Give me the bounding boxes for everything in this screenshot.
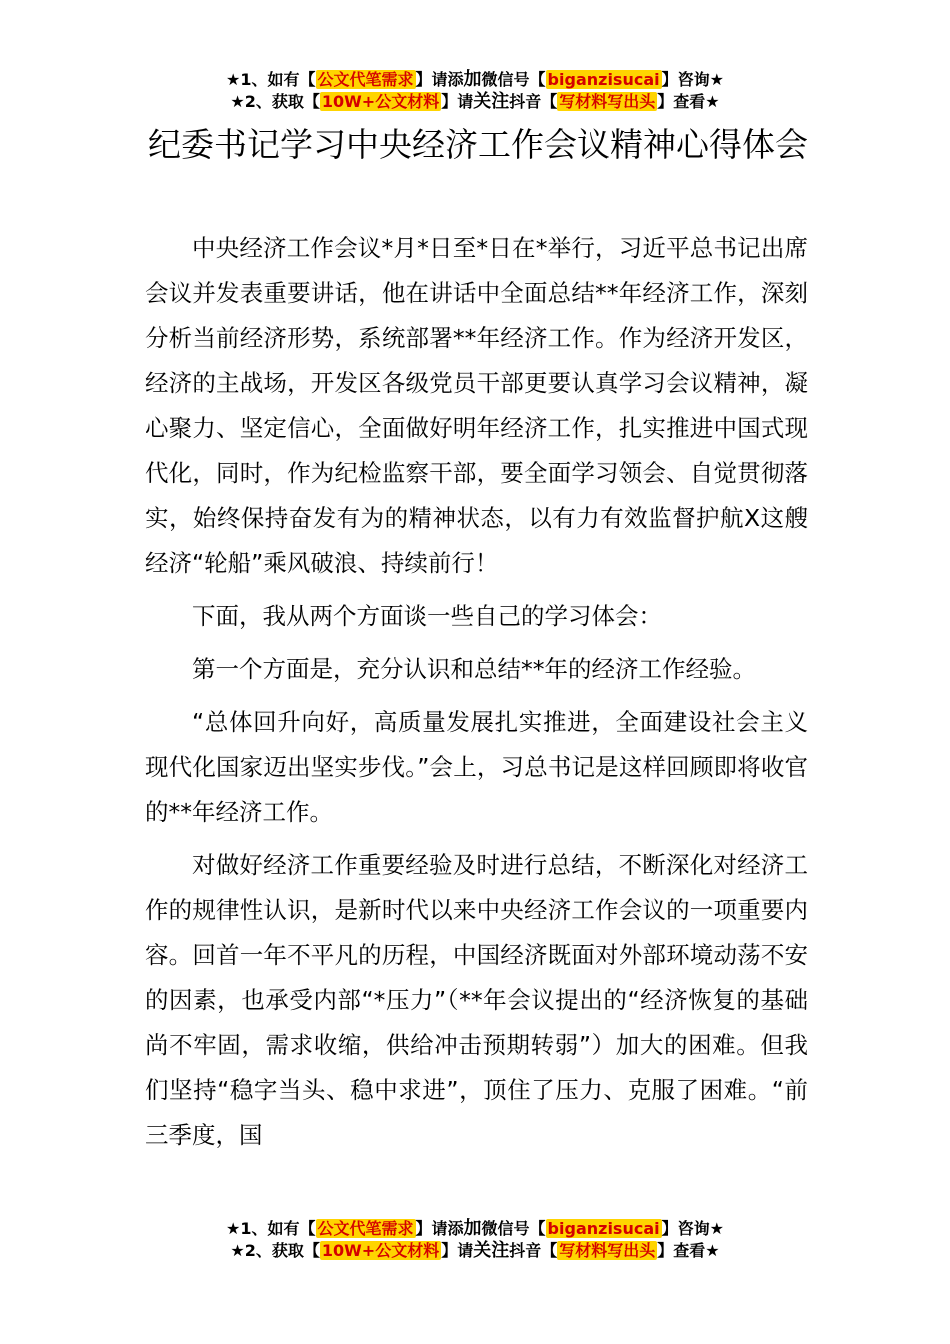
highlight-materials: 10W+公文材料 bbox=[321, 92, 440, 111]
highlight-service: 公文代笔需求 bbox=[317, 70, 414, 89]
paragraph: 第一个方面是，充分认识和总结**年的经济工作经验。 bbox=[192, 655, 756, 683]
highlight-douyin-account: 写材料写出头 bbox=[559, 92, 656, 111]
paragraph: 下面，我从两个方面谈一些自己的学习体会： bbox=[192, 602, 662, 630]
highlight-douyin-account: 写材料写出头 bbox=[559, 1241, 656, 1260]
promo-line-1: ★1、如有【 公文代笔需求 】请添加微信号【 biganzisucai 】咨询★ bbox=[226, 1218, 724, 1239]
promo-banner-top bbox=[0, 69, 950, 113]
highlight-wechat-id: biganzisucai bbox=[547, 70, 660, 89]
highlight-service: 公文代笔需求 bbox=[317, 1219, 414, 1238]
promo-line-1: ★1、如有【 公文代笔需求 】请添加微信号【 biganzisucai 】咨询★ bbox=[226, 69, 724, 90]
highlight-materials: 10W+公文材料 bbox=[321, 1241, 440, 1260]
document-title: 纪委书记学习中央经济工作会议精神心得体会 bbox=[148, 125, 808, 164]
promo-banner-bottom bbox=[0, 1218, 950, 1262]
paragraph: 中央经济工作会议*月*日至*日在*举行，习近平总书记出席会议并发表重要讲话，他在讲话中全面总结**年经济工作，深刻分析当前经济形势，系统部署**年经济工作。作为经济开发区，经济的主战场，开发区各级党员干部更要认真学习会议精神，凝心聚力、坚定信心，全面做好明年经济工作，扎实推进中国式现代化，同时，作为纪检监察干部，要全面学习领会、自觉贯彻落实，始终保持奋发有为的精神状态，以有力有效监督护航X这艘经济“轮船”乘风破浪、持续前行！ bbox=[145, 234, 808, 577]
paragraph: 对做好经济工作重要经验及时进行总结，不断深化对经济工作的规律性认识，是新时代以来中央经济工作会议的一项重要内容。回首一年不平凡的历程，中国经济既面对外部环境动荡不安的因素，也承受内部“*压力”（**年会议提出的“经济恢复的基础尚不牢固，需求收缩，供给冲击预期转弱”）加大的困难。但我们坚持“稳字当头、稳中求进”，顶住了压力、克服了困难。“前三季度，国 bbox=[145, 851, 808, 1149]
highlight-wechat-id: biganzisucai bbox=[547, 1219, 660, 1238]
promo-line-2: ★2、获取【 10W+公文材料 】请关注抖音【 写材料写出头 】查看★ bbox=[230, 1240, 720, 1261]
promo-line-2: ★2、获取【 10W+公文材料 】请关注抖音【 写材料写出头 】查看★ bbox=[230, 91, 720, 112]
document-body bbox=[145, 226, 808, 1166]
paragraph: “总体回升向好，高质量发展扎实推进，全面建设社会主义现代化国家迈出坚实步伐。”会上，习总书记是这样回顾即将收官的**年经济工作。 bbox=[145, 708, 808, 826]
